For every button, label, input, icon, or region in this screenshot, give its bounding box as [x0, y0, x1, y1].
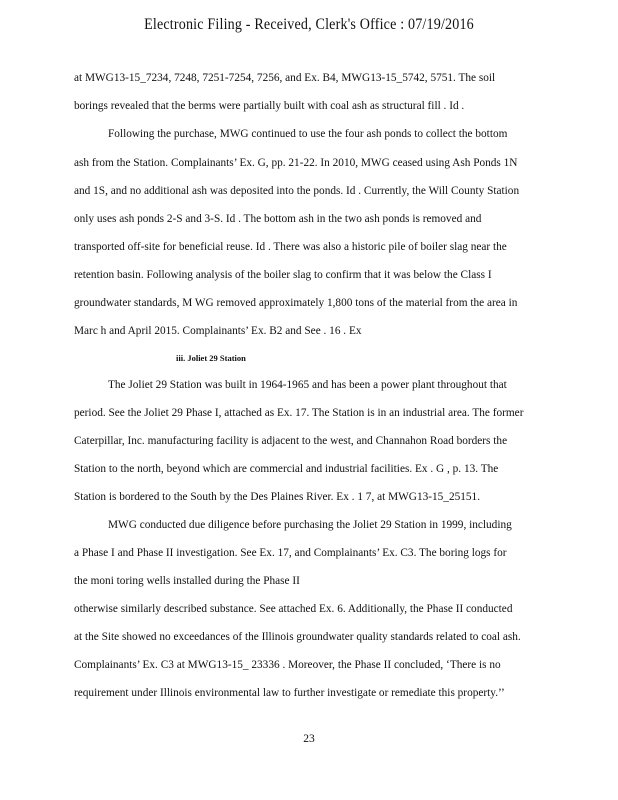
filing-header: Electronic Filing - Received, Clerk's Office : 07/19/2016 — [144, 16, 474, 33]
section-subheading: iii. Joliet 29 Station — [176, 353, 246, 363]
text-line: a Phase I and Phase II investigation. See Ex. 17, and Complainants’ Ex. C3. The boring logs for — [74, 547, 507, 559]
text-line: Marc h and April 2015. Complainants’ Ex. B2 and See . 16 . Ex — [74, 325, 362, 337]
text-line: groundwater standards, M WG removed approximately 1,800 tons of the material from the area in — [74, 297, 518, 309]
text-line: Caterpillar, Inc. manufacturing facility is adjacent to the west, and Channahon Road borders the — [74, 435, 508, 447]
text-line: The Joliet 29 Station was built in 1964-1965 and has been a power plant throughout that — [108, 379, 507, 391]
text-line: Complainants’ Ex. C3 at MWG13-15_ 23336 . Moreover, the Phase II concluded, ‘There is no — [74, 659, 501, 671]
text-line: Station is bordered to the South by the Des Plaines River. Ex . 1 7, at MWG13-15_25151. — [74, 491, 481, 503]
text-line: Station to the north, beyond which are commercial and industrial facilities. Ex . G , p. 13. The — [74, 463, 499, 475]
text-line: Following the purchase, MWG continued to use the four ash ponds to collect the bottom — [108, 128, 508, 140]
text-line: only uses ash ponds 2-S and 3-S. Id . The bottom ash in the two ash ponds is removed and — [74, 213, 482, 225]
text-line: retention basin. Following analysis of the boiler slag to confirm that it was below the Class I — [74, 269, 492, 281]
text-line: at MWG13-15_7234, 7248, 7251-7254, 7256, and Ex. B4, MWG13-15_5742, 5751. The soil — [74, 72, 496, 84]
text-line: ash from the Station. Complainants’ Ex. G, pp. 21-22. In 2010, MWG ceased using Ash Ponds 1N — [74, 157, 518, 169]
text-line: and 1S, and no additional ash was deposited into the ponds. Id . Currently, the Will County Station — [74, 185, 520, 197]
text-line: requirement under Illinois environmental law to further investigate or remediate this property.’’ — [74, 687, 505, 699]
text-line: transported off-site for beneficial reuse. Id . There was also a historic pile of boiler slag near the — [74, 241, 507, 253]
text-line: the moni toring wells installed during the Phase II — [74, 575, 300, 587]
text-line: otherwise similarly described substance. See attached Ex. 6. Additionally, the Phase II conducted — [74, 603, 513, 615]
text-line: at the Site showed no exceedances of the Illinois groundwater quality standards related to coal ash. — [74, 631, 521, 643]
page-number: 23 — [303, 733, 315, 745]
text-line: period. See the Joliet 29 Phase I, attached as Ex. 17. The Station is in an industrial area. The former — [74, 407, 524, 419]
text-line: borings revealed that the berms were partially built with coal ash as structural fill . Id . — [74, 100, 465, 112]
text-line: MWG conducted due diligence before purchasing the Joliet 29 Station in 1999, including — [108, 519, 512, 531]
